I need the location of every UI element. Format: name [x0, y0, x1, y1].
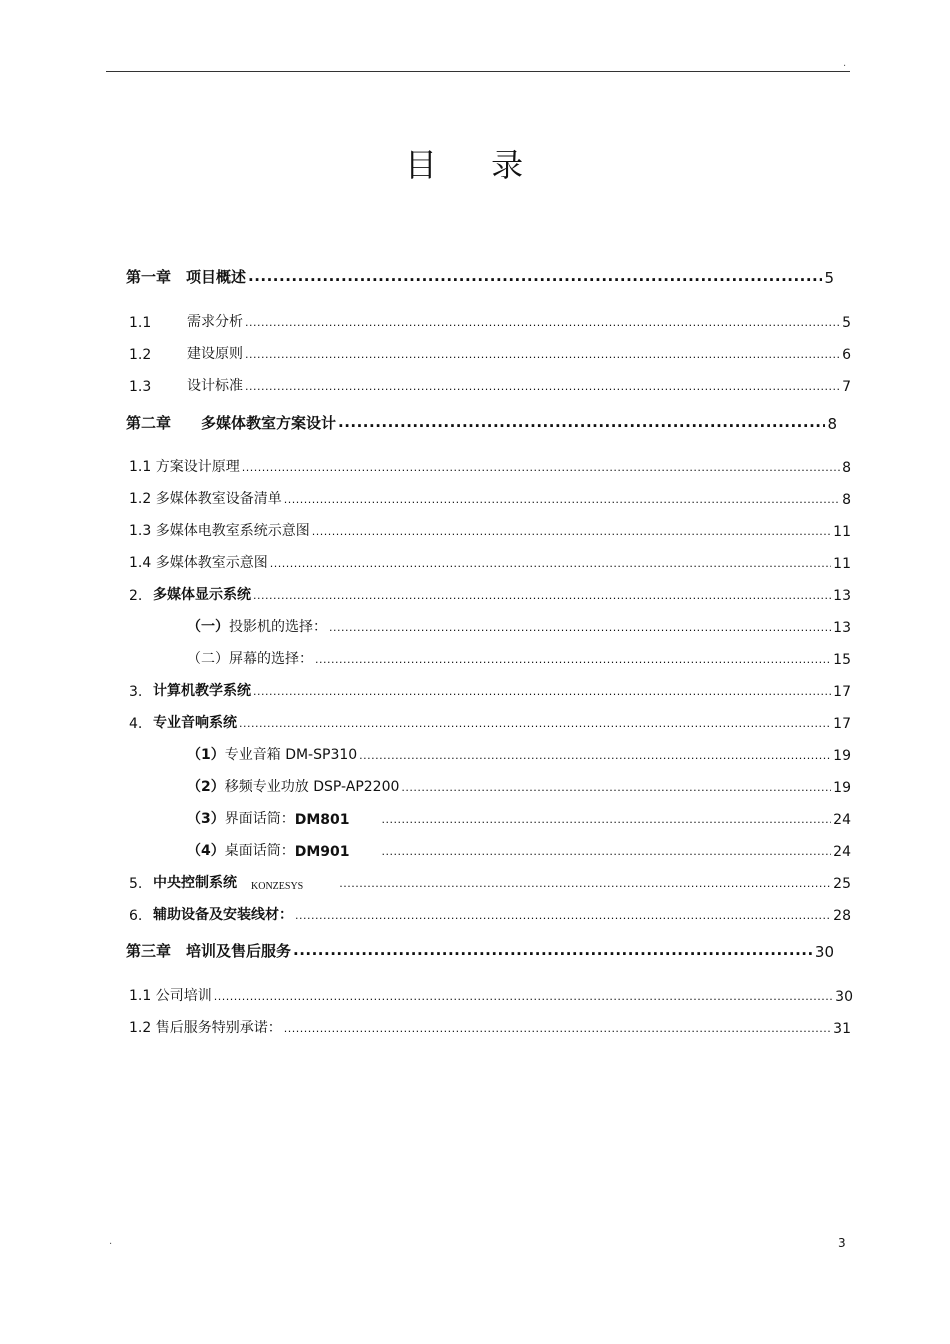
toc-entry-label: 桌面话筒：	[224, 843, 295, 859]
leader-dots	[382, 814, 832, 825]
leader-dots	[295, 910, 831, 921]
toc-entry-1-2[interactable]	[129, 343, 851, 363]
toc-entry-audio-system[interactable]	[129, 712, 851, 732]
toc-entry-page: 17	[833, 684, 851, 700]
leader-dots	[312, 526, 831, 537]
toc-entry-page: 8	[842, 492, 851, 508]
toc-entry-number: （4）	[187, 843, 225, 859]
leader-dots	[253, 590, 831, 601]
toc-entry-label: 1.1 方案设计原理	[129, 459, 240, 475]
toc-entry-label: （二）屏幕的选择：	[187, 651, 313, 667]
toc-entry-page: 6	[842, 347, 851, 363]
toc-entry-page: 24	[833, 844, 851, 860]
toc-entry-page: 13	[833, 620, 851, 636]
toc-entry-projector[interactable]	[187, 616, 851, 636]
toc-entry-chapter-3[interactable]	[126, 940, 834, 961]
toc-entry-label: 辅助设备及安装线材：	[153, 907, 293, 923]
leader-dots	[284, 1023, 831, 1034]
leader-dots	[315, 654, 831, 665]
leader-dots	[382, 846, 832, 857]
footer-mark: .	[109, 1236, 113, 1247]
toc-entry-auxiliary[interactable]	[129, 904, 851, 924]
toc-entry-label: 多媒体显示系统	[153, 587, 251, 603]
toc-entry-label: 计算机教学系统	[153, 683, 251, 699]
toc-entry-label: 界面话筒：	[224, 811, 295, 827]
toc-entry-desktop-mic[interactable]	[187, 840, 851, 860]
leader-dots	[270, 558, 831, 569]
toc-entry-1-1[interactable]	[129, 311, 851, 331]
toc-entry-design-principle[interactable]	[129, 456, 851, 476]
toc-entry-page: 11	[833, 524, 851, 540]
toc-entry-page: 25	[833, 876, 851, 892]
leader-dots	[214, 991, 833, 1002]
toc-entry-number: 5.	[129, 876, 143, 892]
leader-dots	[359, 750, 831, 761]
toc-entry-number: 3.	[129, 684, 143, 700]
toc-entry-speaker[interactable]	[187, 744, 851, 764]
toc-entry-number: 4.	[129, 716, 143, 732]
toc-entry-page: 30	[814, 943, 834, 961]
toc-entry-page: 5	[842, 315, 851, 331]
toc-entry-page: 8	[827, 415, 837, 433]
toc-entry-screen[interactable]	[187, 648, 851, 668]
toc-entry-page: 30	[835, 989, 853, 1005]
leader-dots	[245, 349, 840, 360]
toc-entry-number: （1）	[187, 747, 225, 763]
toc-entry-computer-system[interactable]	[129, 680, 851, 700]
toc-entry-brand: KONZESYS	[251, 881, 304, 892]
leader-dots	[248, 269, 822, 284]
toc-entry-label: 专业音响系统	[153, 715, 237, 731]
toc-entry-model: DM901	[294, 844, 350, 860]
toc-entry-boundary-mic[interactable]	[187, 808, 851, 828]
leader-dots	[239, 718, 831, 729]
toc-entry-page: 7	[842, 379, 851, 395]
toc-entry-central-control[interactable]	[129, 872, 851, 892]
toc-entry-after-sales[interactable]	[129, 1017, 851, 1037]
toc-entry-label: 专业音箱 DM-SP310	[224, 747, 358, 763]
toc-entry-number: （一）	[187, 619, 229, 635]
toc-entry-training[interactable]	[129, 985, 853, 1005]
leader-dots	[329, 622, 831, 633]
toc-entry-amplifier[interactable]	[187, 776, 851, 796]
leader-dots	[293, 943, 813, 958]
toc-entry-page: 19	[833, 748, 851, 764]
leader-dots	[401, 782, 831, 793]
toc-entry-chapter-1[interactable]	[126, 266, 834, 287]
toc-entry-number: 2.	[129, 588, 143, 604]
toc-entry-page: 15	[833, 652, 851, 668]
page-number: 3	[838, 1236, 846, 1250]
toc-entry-label: 第三章 培训及售后服务	[126, 942, 292, 960]
toc-entry-page: 31	[833, 1021, 851, 1037]
leader-dots	[245, 317, 840, 328]
toc-entry-label: 1.3 多媒体电教室系统示意图	[129, 523, 310, 539]
toc-entry-number: 1.2	[129, 347, 152, 363]
toc-entry-model: DM801	[294, 812, 350, 828]
toc-entry-number: 1.1	[129, 315, 152, 331]
toc-entry-number: 6.	[129, 908, 143, 924]
toc-entry-label: 第二章 多媒体教室方案设计	[126, 414, 337, 432]
toc-title: 目 录	[404, 146, 546, 184]
toc-entry-label: 1.2 售后服务特别承诺：	[129, 1020, 282, 1036]
toc-entry-label: 移频专业功放 DSP-AP2200	[224, 779, 400, 795]
toc-entry-chapter-2[interactable]	[126, 412, 837, 433]
toc-entry-label: 中央控制系统	[153, 875, 237, 891]
toc-entry-label: 1.4 多媒体教室示意图	[129, 555, 268, 571]
toc-entry-display-system[interactable]	[129, 584, 851, 604]
header-mark: .	[843, 58, 847, 69]
toc-entry-label: 需求分析	[187, 314, 243, 330]
toc-entry-page: 28	[833, 908, 851, 924]
toc-entry-classroom-diagram[interactable]	[129, 552, 851, 572]
toc-entry-number: 1.3	[129, 379, 152, 395]
toc-entry-page: 24	[833, 812, 851, 828]
leader-dots	[284, 494, 840, 505]
toc-entry-label: 设计标准	[187, 378, 243, 394]
toc-entry-equipment-list[interactable]	[129, 488, 851, 508]
toc-entry-number: （2）	[187, 779, 225, 795]
leader-dots	[242, 462, 840, 473]
header-rule	[106, 71, 850, 72]
toc-entry-label: 建设原则	[187, 346, 243, 362]
toc-entry-label: 1.2 多媒体教室设备清单	[129, 491, 282, 507]
toc-entry-page: 11	[833, 556, 851, 572]
leader-dots	[245, 381, 840, 392]
toc-entry-number: （3）	[187, 811, 225, 827]
toc-entry-page: 8	[842, 460, 851, 476]
toc-entry-page: 17	[833, 716, 851, 732]
toc-entry-page: 13	[833, 588, 851, 604]
toc-entry-page: 5	[824, 269, 834, 287]
toc-entry-system-diagram[interactable]	[129, 520, 851, 540]
toc-entry-label: 1.1 公司培训	[129, 988, 212, 1004]
toc-entry-label: 投影机的选择：	[229, 619, 327, 635]
leader-dots	[339, 878, 831, 889]
toc-entry-label: 第一章 项目概述	[126, 268, 247, 286]
leader-dots	[253, 686, 831, 697]
toc-entry-page: 19	[833, 780, 851, 796]
leader-dots	[338, 415, 825, 430]
toc-entry-1-3[interactable]	[129, 375, 851, 395]
